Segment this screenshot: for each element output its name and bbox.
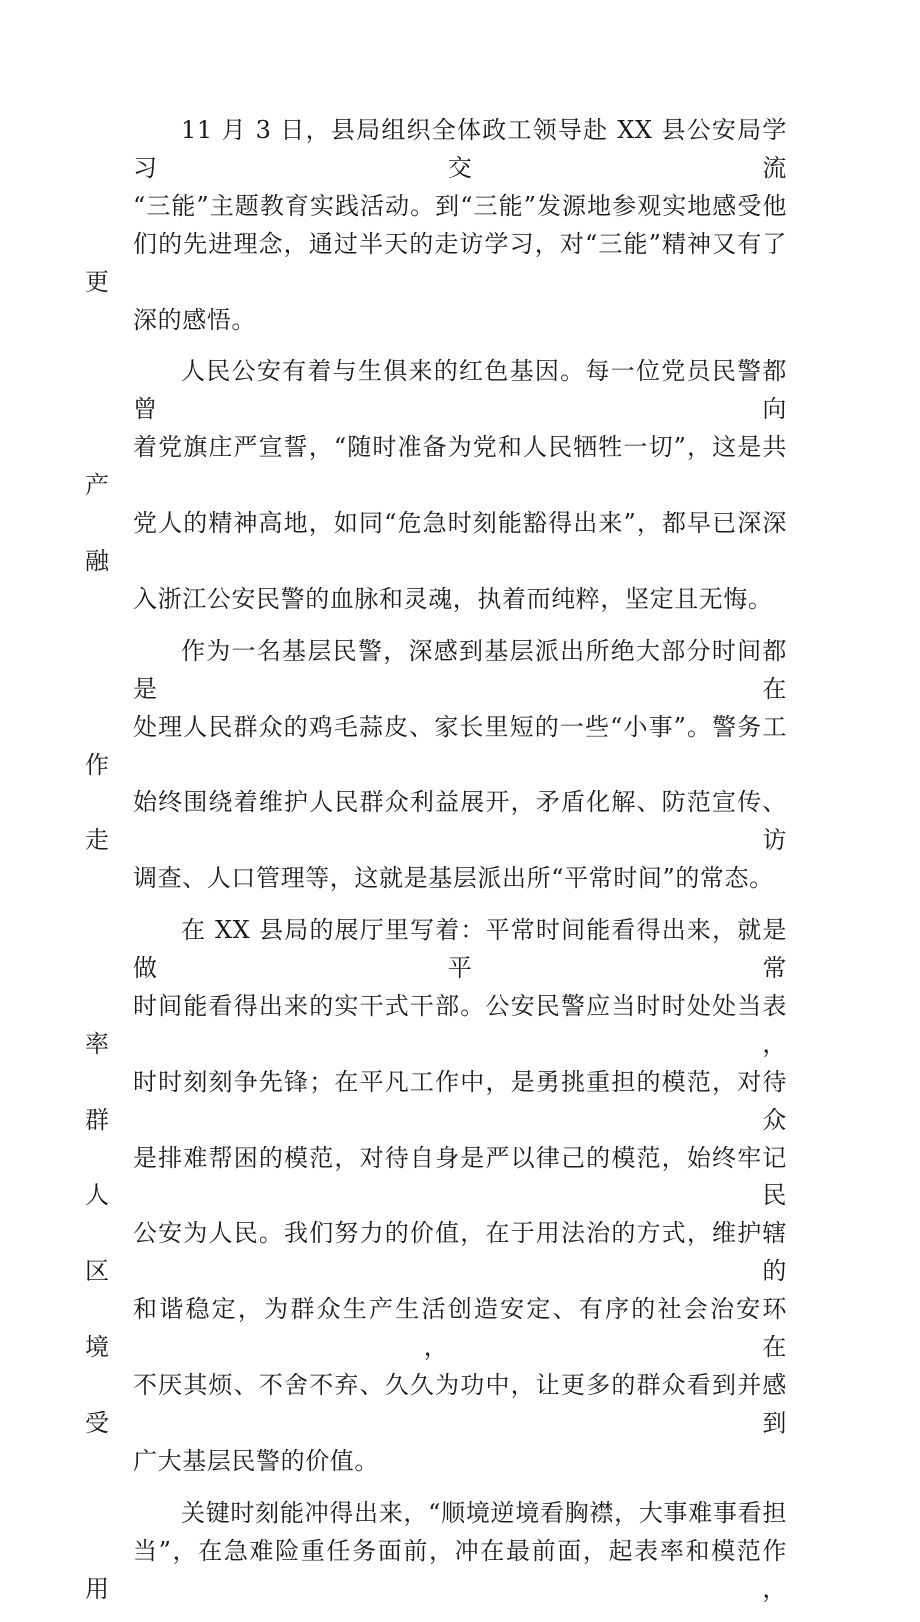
text-line: 深的感悟。 bbox=[133, 305, 256, 334]
text-line: 关键时刻能冲得出来，“顺境逆境看胸襟，大事难事看担 bbox=[181, 1498, 787, 1527]
text-line: 处理人民群众的鸡毛蒜皮、家长里短的一些“小事”。警务工作 bbox=[85, 712, 787, 779]
text-line: 是排难帮困的模范，对待自身是严以律己的模范，始终牢记人民 bbox=[85, 1143, 787, 1210]
text-line: 作为一名基层民警，深感到基层派出所绝大部分时间都是在 bbox=[133, 636, 787, 703]
paragraph bbox=[85, 353, 787, 618]
text-line: 在 XX 县局的展厅里写着：平常时间能看得出来，就是做平常 bbox=[133, 916, 787, 983]
text-line: 当”，在急难险重任务面前，冲在最前面，起表率和模范作用， bbox=[85, 1536, 787, 1603]
text-line: 公安为人民。我们努力的价值，在于用法治的方式，维护辖区的 bbox=[85, 1219, 787, 1286]
text-line: 和谐稳定，为群众生产生活创造安定、有序的社会治安环境，在 bbox=[85, 1295, 787, 1362]
text-line: 时间能看得出来的实干式干部。公安民警应当时时处处当表率， bbox=[85, 991, 787, 1058]
text-line: 入浙江公安民警的血脉和灵魂，执着而纯粹，坚定且无悔。 bbox=[133, 584, 773, 613]
text-line: 时时刻刻争先锋；在平凡工作中，是勇挑重担的模范，对待群众 bbox=[85, 1067, 787, 1134]
paragraph bbox=[85, 633, 787, 898]
paragraph bbox=[85, 112, 787, 339]
text-line: 11 月 3 日，县局组织全体政工领导赴 XX 县公安局学习交流 bbox=[133, 116, 787, 182]
text-line: 不厌其烦、不舍不弃、久久为功中，让更多的群众看到并感受到 bbox=[85, 1371, 787, 1437]
text-line: 人民公安有着与生俱来的红色基因。每一位党员民警都曾向 bbox=[133, 357, 787, 424]
text-line: 广大基层民警的价值。 bbox=[133, 1446, 379, 1475]
text-line: 调查、人口管理等，这就是基层派出所“平常时间”的常态。 bbox=[133, 864, 774, 893]
text-line: 们的先进理念，通过半天的走访学习，对“三能”精神又有了更 bbox=[85, 229, 787, 296]
text-line: “三能”主题教育实践活动。到“三能”发源地参观实地感受他 bbox=[133, 191, 787, 220]
paragraph bbox=[85, 912, 787, 1481]
paragraph bbox=[85, 1495, 787, 1609]
document-body bbox=[85, 112, 787, 1622]
text-line: 党人的精神高地，如同“危急时刻能豁得出来”，都早已深深融 bbox=[85, 509, 787, 575]
text-line: 着党旗庄严宣誓，“随时准备为党和人民牺牲一切”，这是共产 bbox=[85, 433, 787, 500]
text-line: 始终围绕着维护人民群众利益展开，矛盾化解、防范宣传、走访 bbox=[85, 788, 787, 855]
